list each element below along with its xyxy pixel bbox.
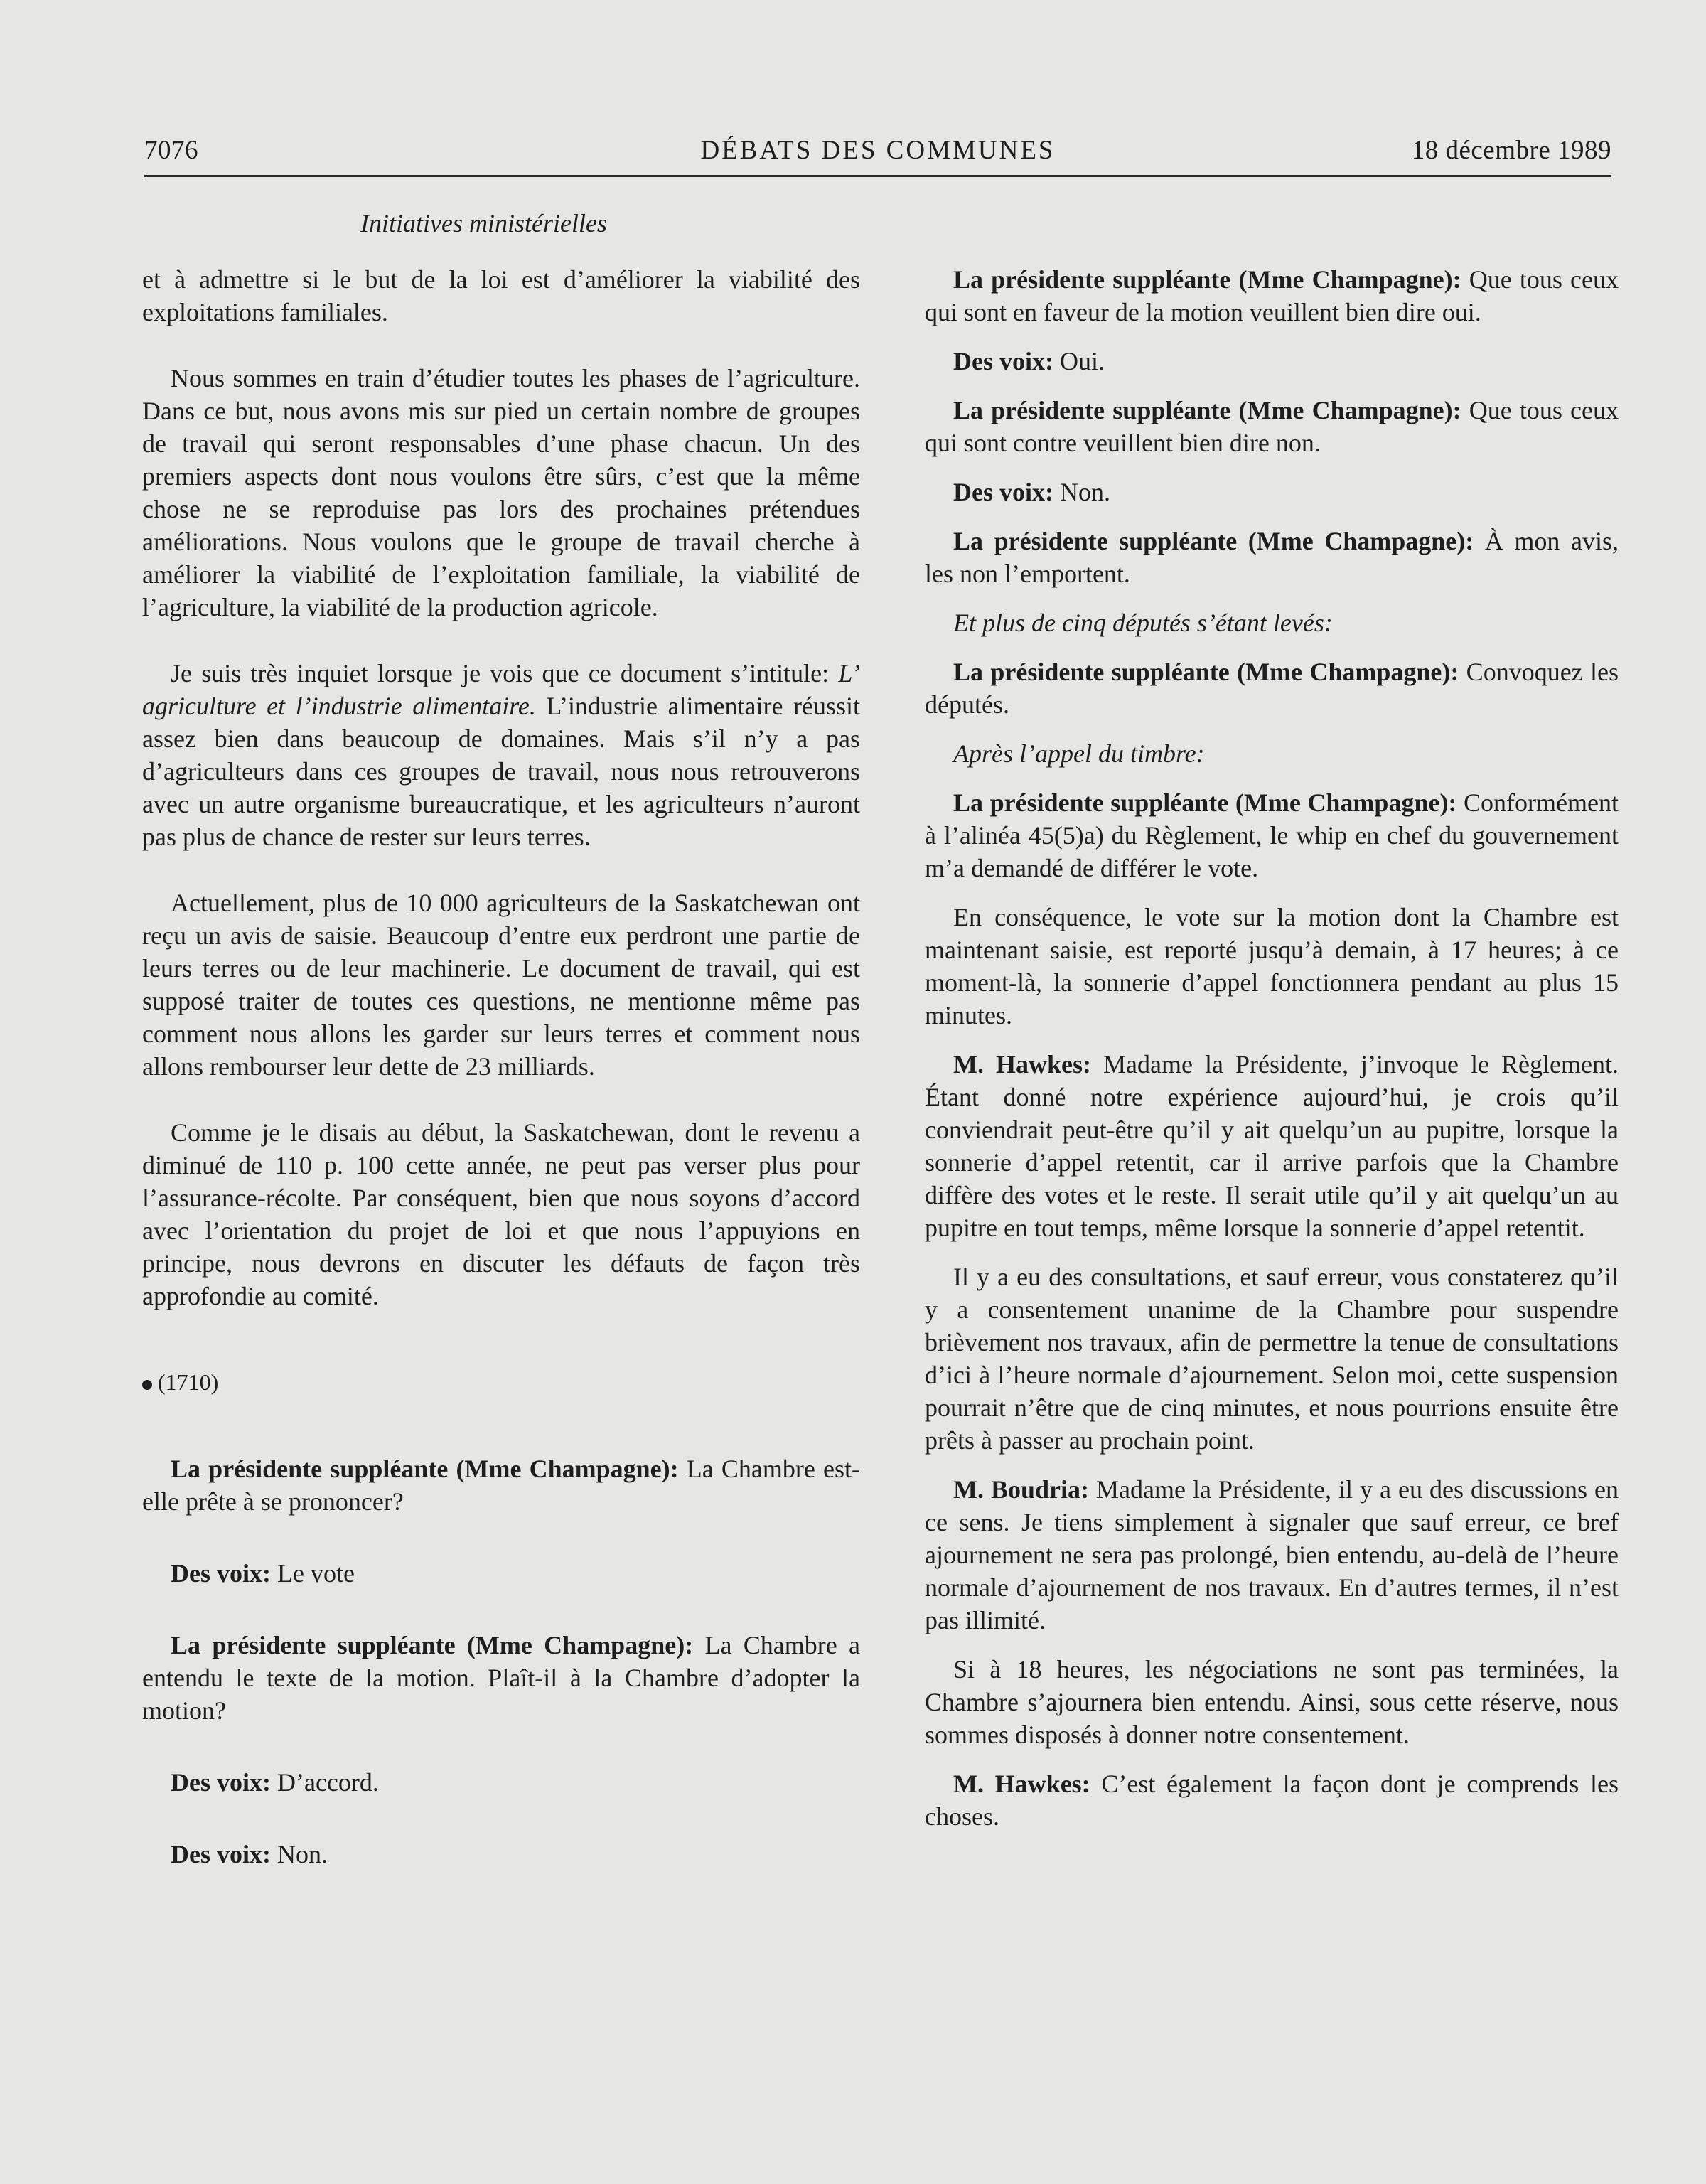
speaker-name: La présidente suppléante (Mme Champagne): xyxy=(171,1631,694,1659)
speech: La présidente suppléante (Mme Champagne): La Chambre est-elle prête à se prononcer? xyxy=(142,1455,860,1516)
time-marker: (1710) xyxy=(142,1366,860,1398)
speaker-name: La présidente suppléante (Mme Champagne): xyxy=(953,658,1459,686)
publication-date: 18 décembre 1989 xyxy=(1411,136,1611,165)
speaker-name: M. Boudria: xyxy=(953,1475,1090,1504)
speech: M. Hawkes: Madame la Présidente, j’invoque le Règlement. Étant donné notre expérience aujourd’hui, je crois qu’il conviendrait peut-être qu’il y ait quelqu’un au pupitre, lorsque la sonnerie d’appel retentit, car il arrive parfois que la Chambre diffère des votes et le reste. Il serait utile qu’il y ait quelqu’un au pupitre en tout temps, même lorsque la sonnerie d’appel retentit. xyxy=(925,1050,1619,1242)
speech: Des voix: Non. xyxy=(171,1840,328,1868)
speaker-name: M. Hawkes: xyxy=(953,1050,1092,1078)
speech: La présidente suppléante (Mme Champagne): À mon avis, les non l’emportent. xyxy=(925,527,1619,588)
page-number: 7076 xyxy=(144,136,198,165)
stage-direction: Et plus de cinq députés s’étant levés: xyxy=(953,609,1333,637)
speaker-name: Des voix: xyxy=(953,478,1053,506)
speech: Des voix: Non. xyxy=(953,478,1110,506)
speaker-name: La présidente suppléante (Mme Champagne): xyxy=(953,265,1461,294)
paragraph: Comme je le disais au début, la Saskatchewan, dont le revenu a diminué de 110 p. 100 cette année, ne peut pas verser plus pour l’assurance-récolte. Par conséquent, bien que nous soyons d’accord avec l’orientation du projet de loi et que nous l’appuyions en principe, nous devrons en discuter les défauts de façon très approfondie au comité. xyxy=(142,1118,860,1310)
speaker-name: Des voix: xyxy=(953,347,1053,375)
speech: La présidente suppléante (Mme Champagne): Que tous ceux qui sont en faveur de la motion veuillent bien dire oui. xyxy=(925,265,1619,326)
speech: La présidente suppléante (Mme Champagne): Convoquez les députés. xyxy=(925,658,1619,719)
paragraph: Nous sommes en train d’étudier toutes les phases de l’agriculture. Dans ce but, nous avons mis sur pied un certain nombre de groupes de travail qui seront responsables d’une phase chacun. Un des premiers aspects dont nous voulons être sûrs, c’est que la même chose ne se reproduise pas lors des prochaines prétendues améliorations. Nous voulons que le groupe de travail cherche à améliorer la viabilité de l’exploitation familiale, la viabilité de l’agriculture, la viabilité de la production agricole. xyxy=(142,364,860,621)
paragraph: Actuellement, plus de 10 000 agriculteurs de la Saskatchewan ont reçu un avis de saisie. Beaucoup d’entre eux perdront une partie de leurs terres ou de leur machinerie. Le document de travail, qui est supposé traiter de toutes ces questions, ne mentionne même pas comment nous allons les garder sur leurs terres et comment nous allons rembourser leur dette de 23 milliards. xyxy=(142,889,860,1081)
paragraph: Si à 18 heures, les négociations ne sont pas terminées, la Chambre s’ajournera bien entendu. Ainsi, sous cette réserve, nous sommes disposés à donner notre consentement. xyxy=(925,1655,1619,1749)
speaker-name: M. Hawkes: xyxy=(953,1770,1090,1798)
speech: La présidente suppléante (Mme Champagne): La Chambre a entendu le texte de la motion. Plaît-il à la Chambre d’adopter la motion? xyxy=(142,1631,860,1725)
page-header xyxy=(144,132,1611,177)
publication-title: DÉBATS DES COMMUNES xyxy=(700,136,1056,165)
stage-direction: Après l’appel du timbre: xyxy=(953,739,1205,768)
speaker-name: La présidente suppléante (Mme Champagne): xyxy=(171,1455,679,1483)
speech: M. Boudria: Madame la Présidente, il y a eu des discussions en ce sens. Je tiens simplement à signaler que sauf erreur, ce bref ajournement ne sera pas prolongé, bien entendu, au-delà de l’heure normale d’ajournement de nos travaux. En d’autres termes, il n’est pas illimité. xyxy=(925,1475,1619,1634)
speaker-name: Des voix: xyxy=(171,1559,271,1588)
speech: La présidente suppléante (Mme Champagne): Conformément à l’alinéa 45(5)a) du Règlement, le whip en chef du gouvernement m’a demandé de différer le vote. xyxy=(925,788,1619,882)
speech: Des voix: Oui. xyxy=(953,347,1105,375)
document-title: L’ agriculture et l’industrie alimentaire. xyxy=(142,659,860,720)
bullet-icon xyxy=(142,1380,152,1390)
speech: Des voix: Le vote xyxy=(171,1559,355,1588)
paragraph: Il y a eu des consultations, et sauf erreur, vous constaterez qu’il y a consentement unanime de la Chambre pour suspendre brièvement nos travaux, afin de permettre la tenue de consultations d’ici à l’heure normale d’ajournement. Selon moi, cette suspension pourrait n’être que de cinq minutes, et nous pourrions ensuite être prêts à passer au prochain point. xyxy=(925,1263,1619,1455)
speaker-name: La présidente suppléante (Mme Champagne): xyxy=(953,788,1457,817)
paragraph: Je suis très inquiet lorsque je vois que ce document s’intitule: L’ agriculture et l’industrie alimentaire. L’industrie alimentaire réussit assez bien dans beaucoup de domaines. Mais s’il n’y a pas d’agriculteurs dans ces groupes de travail, nous nous retrouverons avec un autre organisme bureaucratique, et les agriculteurs n’auront pas plus de chance de rester sur leurs terres. xyxy=(142,659,860,851)
speaker-name: Des voix: xyxy=(171,1768,271,1797)
speech: Des voix: D’accord. xyxy=(171,1768,379,1797)
right-column xyxy=(925,263,1619,1833)
left-column xyxy=(142,263,860,1870)
speaker-name: La présidente suppléante (Mme Champagne): xyxy=(953,396,1461,424)
speech: M. Hawkes: C’est également la façon dont je comprends les choses. xyxy=(925,1770,1619,1831)
section-subheader: Initiatives ministérielles xyxy=(360,209,607,237)
speaker-name: La présidente suppléante (Mme Champagne): xyxy=(953,527,1474,555)
paragraph: En conséquence, le vote sur la motion dont la Chambre est maintenant saisie, est reporté jusqu’à demain, à 17 heures; à ce moment-là, la sonnerie d’appel fonctionnera pendant au plus 15 minutes. xyxy=(925,903,1619,1029)
speech: La présidente suppléante (Mme Champagne): Que tous ceux qui sont contre veuillent bien dire non. xyxy=(925,396,1619,457)
speaker-name: Des voix: xyxy=(171,1840,271,1868)
paragraph: et à admettre si le but de la loi est d’améliorer la viabilité des exploitations familiales. xyxy=(142,265,860,326)
